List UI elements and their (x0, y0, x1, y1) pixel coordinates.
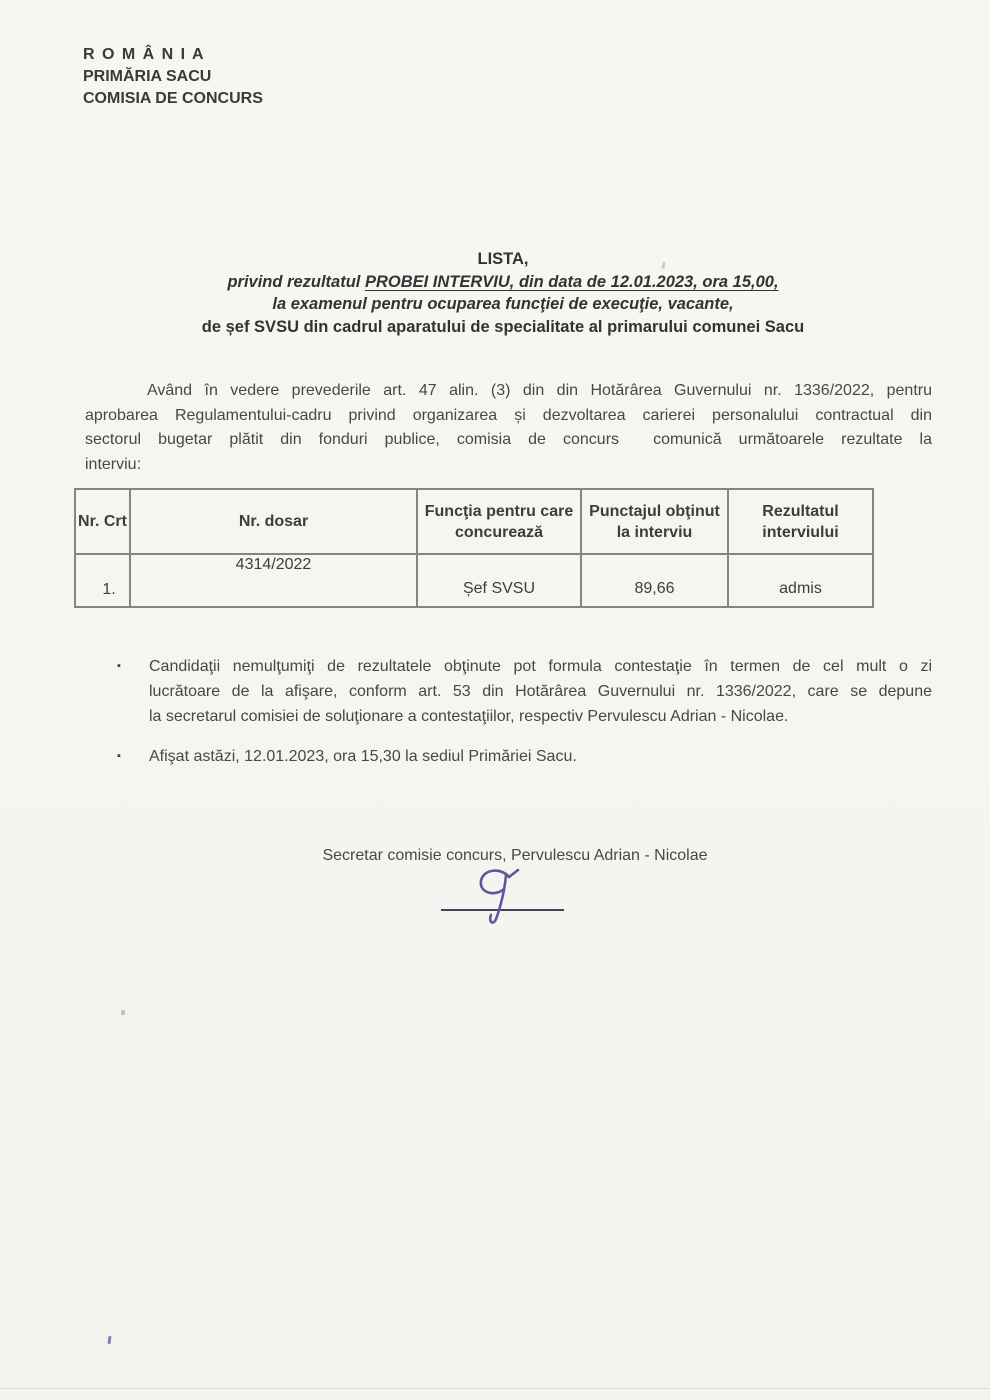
scan-edge-line (0, 1388, 990, 1389)
title-line-4: de șef SVSU din cadrul aparatului de specialitate al primarului comunei Sacu (201, 317, 805, 336)
header-punctaj: Punctajul obţinut la interviu (581, 489, 728, 554)
note-line: Candidaţii nemulţumiţi de rezultatele obţinute pot formula contestaţie în termen de cel mult o zi (149, 658, 932, 675)
notes-list (117, 654, 932, 769)
secretary-line: Secretar comisie concurs, Pervulescu Adrian - Nicolae (322, 847, 708, 864)
note-line: la secretarul comisiei de soluţionare a contestaţiilor, respectiv Pervulescu Adrian - Nicolae. (149, 708, 789, 725)
bullet-square-icon: ▪ (117, 660, 121, 672)
title-line-2-underlined: PROBEI INTERVIU, din data de 12.01.2023, ora 15,00, (364, 272, 779, 291)
handwritten-signature-icon (433, 864, 573, 928)
title-line-3: la examenul pentru ocuparea funcţiei de execuţie, vacante, (272, 295, 734, 313)
intro-paragraph (85, 379, 932, 477)
cell-punctaj: 89,66 (581, 554, 728, 607)
note-contestation (117, 654, 932, 729)
document-title (16, 248, 990, 338)
table-header-row (75, 489, 873, 554)
signature-stroke (481, 870, 518, 922)
cell-nr-dosar: 4314/2022 (130, 554, 417, 607)
signature-block (433, 864, 573, 928)
note-posting (117, 744, 932, 769)
note-line: Afişat astăzi, 12.01.2023, ora 15,30 la sediul Primăriei Sacu. (149, 748, 577, 765)
header-rezultat: Rezultatul interviului (728, 489, 873, 554)
title-line-2 (16, 271, 990, 294)
cell-functia: Șef SVSU (417, 554, 581, 607)
bullet-square-icon: ▪ (117, 750, 121, 762)
header-nr-dosar: Nr. dosar (130, 489, 417, 554)
title-line-1: LISTA, (477, 250, 529, 268)
letterhead (83, 44, 263, 110)
title-line-2-prefix: privind rezultatul (227, 272, 365, 291)
note-line: lucrătoare de la afişare, conform art. 53 din Hotărârea Guvernului nr. 1336/2022, care se depune (149, 683, 932, 700)
intro-line: Având în vedere prevederile art. 47 alin. (3) din din Hotărârea Guvernului nr. 1336/2022, pentru (147, 382, 932, 399)
intro-line: aprobarea Regulamentului-cadru privind organizarea și dezvoltarea carierei personalului contractual din (85, 406, 932, 424)
cell-rezultat: admis (728, 554, 873, 607)
table-row (75, 554, 873, 607)
intro-line: interviu: (85, 455, 142, 473)
results-table (74, 488, 874, 608)
intro-line: sectorul bugetar plătit din fonduri publice, comisia de concurs comunică următoarele rezultate la (85, 431, 932, 449)
letterhead-institution: PRIMĂRIA SACU (83, 68, 212, 85)
scan-speck (121, 1010, 125, 1015)
cell-nr-crt: 1. (75, 554, 130, 607)
header-functia: Funcţia pentru care concurează (417, 489, 581, 554)
ink-speck (107, 1336, 111, 1344)
letterhead-committee: COMISIA DE CONCURS (83, 90, 263, 107)
letterhead-country: R O M Â N I A (83, 46, 206, 63)
header-nr-crt: Nr. Crt (75, 489, 130, 554)
